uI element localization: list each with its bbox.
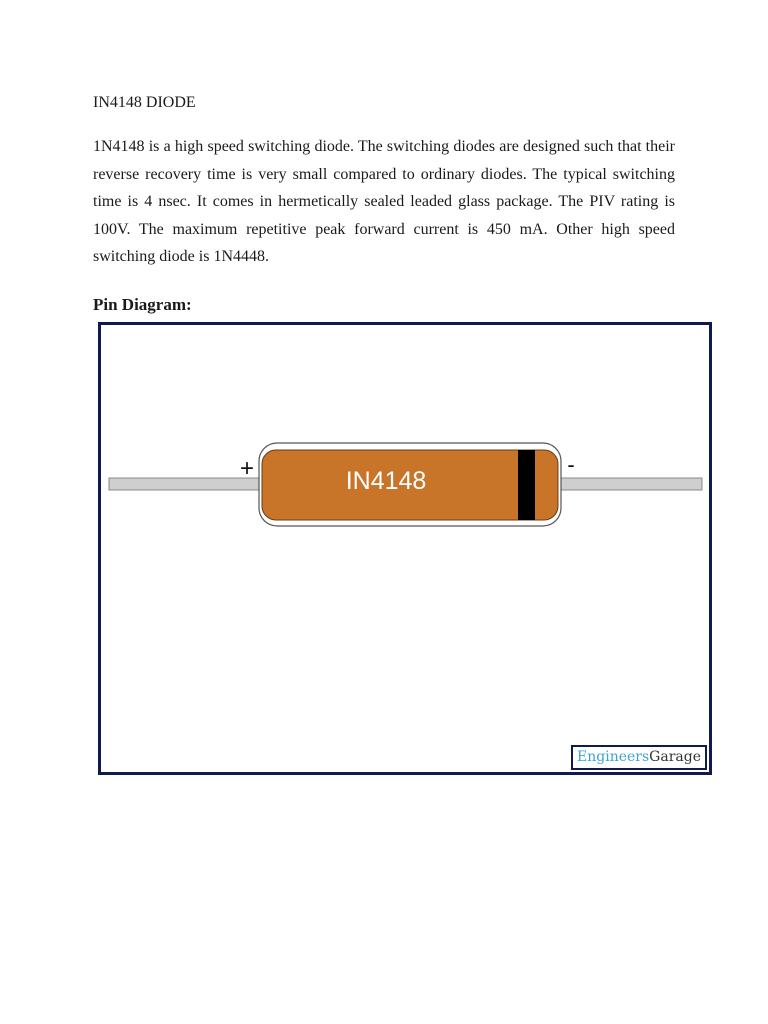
pin-diagram-heading: Pin Diagram: [93,295,192,314]
cathode-lead [556,478,702,490]
diode-label: IN4148 [345,467,427,495]
anode-symbol: + [239,455,255,482]
cathode-band [518,450,535,520]
engineersgarage-watermark [571,745,707,770]
watermark-engineers: Engineers [577,749,650,765]
diode-illustration [101,325,709,772]
page-title: IN4148 DIODE [93,94,196,111]
description-paragraph: 1N4148 is a high speed switching diode. The switching diodes are designed such that their reverse recovery time is very small compared to ordinary diodes. The typical switching time is 4 nsec. It comes in hermetically sealed leaded glass package. The PIV rating is 100V. The maximum repetitive peak forward current is 450 mA. Other high speed switching diode is 1N4448. [93,138,675,266]
cathode-symbol: - [567,452,575,477]
watermark-garage: Garage [649,749,701,765]
pin-diagram-figure [98,322,712,775]
